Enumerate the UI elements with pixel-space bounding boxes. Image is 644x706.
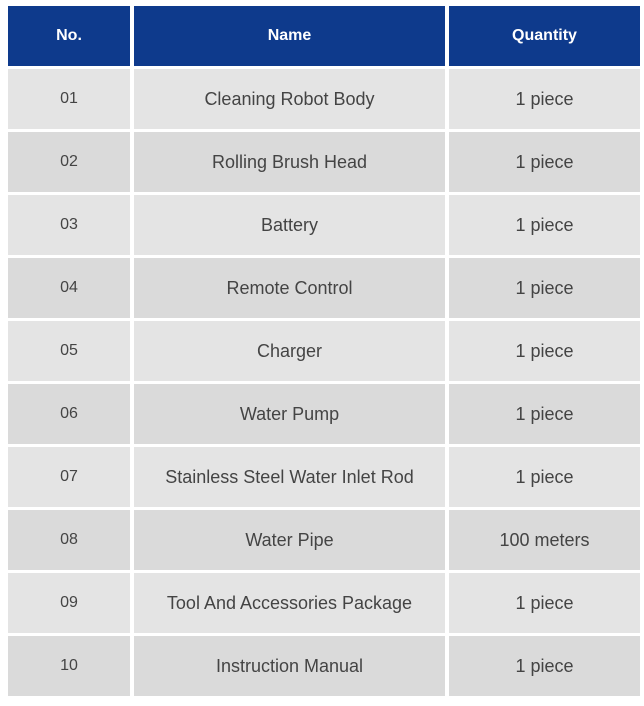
cell-quantity: 1 piece xyxy=(449,573,640,633)
cell-name: Stainless Steel Water Inlet Rod xyxy=(134,447,445,507)
cell-name: Charger xyxy=(134,321,445,381)
cell-quantity: 1 piece xyxy=(449,132,640,192)
header-no: No. xyxy=(8,6,130,66)
cell-no: 05 xyxy=(8,321,130,381)
cell-quantity: 1 piece xyxy=(449,321,640,381)
cell-no: 06 xyxy=(8,384,130,444)
header-name: Name xyxy=(134,6,445,66)
cell-name: Rolling Brush Head xyxy=(134,132,445,192)
cell-no: 03 xyxy=(8,195,130,255)
cell-quantity: 100 meters xyxy=(449,510,640,570)
cell-no: 04 xyxy=(8,258,130,318)
cell-no: 08 xyxy=(8,510,130,570)
cell-no: 07 xyxy=(8,447,130,507)
header-quantity: Quantity xyxy=(449,6,640,66)
cell-name: Water Pipe xyxy=(134,510,445,570)
packing-list-table xyxy=(8,6,640,696)
cell-name: Instruction Manual xyxy=(134,636,445,696)
cell-no: 01 xyxy=(8,69,130,129)
cell-name: Battery xyxy=(134,195,445,255)
cell-quantity: 1 piece xyxy=(449,447,640,507)
cell-name: Tool And Accessories Package xyxy=(134,573,445,633)
cell-quantity: 1 piece xyxy=(449,384,640,444)
cell-quantity: 1 piece xyxy=(449,69,640,129)
cell-no: 02 xyxy=(8,132,130,192)
cell-quantity: 1 piece xyxy=(449,636,640,696)
cell-no: 09 xyxy=(8,573,130,633)
cell-name: Water Pump xyxy=(134,384,445,444)
cell-no: 10 xyxy=(8,636,130,696)
cell-name: Remote Control xyxy=(134,258,445,318)
cell-name: Cleaning Robot Body xyxy=(134,69,445,129)
cell-quantity: 1 piece xyxy=(449,195,640,255)
cell-quantity: 1 piece xyxy=(449,258,640,318)
